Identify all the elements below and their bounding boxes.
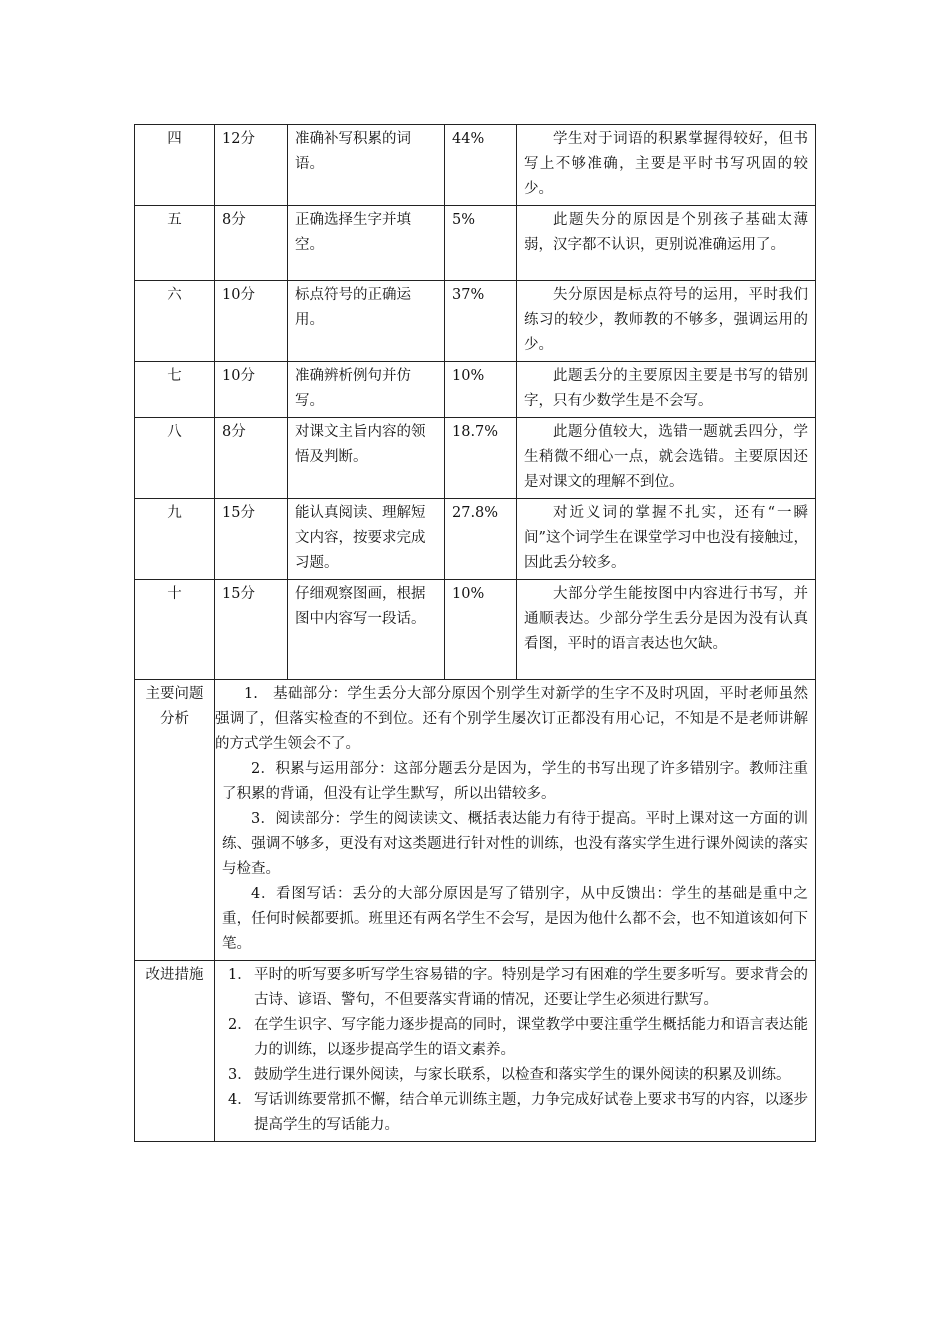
error-rate: 5%: [445, 206, 517, 281]
question-content: 对课文主旨内容的领悟及判断。: [288, 418, 445, 499]
table-row: [135, 206, 816, 281]
analysis-content: [215, 680, 816, 961]
table-row: [135, 281, 816, 362]
list-item: [222, 1013, 808, 1063]
list-item: [222, 963, 808, 1013]
loss-reason: 此题丢分的主要原因主要是书写的错别字，只有少数学生是不会写。: [517, 362, 816, 418]
item-text: 平时的听写要多听写学生容易错的字。特别是学习有困难的学生要多听写。要求背会的古诗、谚语、警句，不但要落实背诵的情况，还要让学生必须进行默写。: [254, 967, 808, 1008]
question-score: 10分: [215, 281, 288, 362]
question-content: 能认真阅读、理解短文内容，按要求完成习题。: [288, 499, 445, 580]
question-score: 15分: [215, 580, 288, 680]
question-content: 仔细观察图画，根据图中内容写一段话。: [288, 580, 445, 680]
question-content: 准确补写积累的词语。: [288, 125, 445, 206]
question-number: 六: [135, 281, 215, 362]
analysis-paragraph: 2．积累与运用部分：这部分题丢分是因为，学生的书写出现了许多错别字。教师注重了积累的背诵，但没有让学生默写，所以出错较多。: [222, 761, 808, 802]
loss-reason: 对近义词的掌握不扎实，还有“一瞬间”这个词学生在课堂学习中也没有接触过，因此丢分较多。: [517, 499, 816, 580]
item-number: 2．: [228, 1017, 252, 1033]
question-number: 四: [135, 125, 215, 206]
question-score: 15分: [215, 499, 288, 580]
list-item: [222, 1063, 808, 1088]
table-row: [135, 125, 816, 206]
question-score: 10分: [215, 362, 288, 418]
question-score: 8分: [215, 206, 288, 281]
item-number: 3．: [228, 1067, 252, 1083]
table-row: [135, 580, 816, 680]
measures-list: [222, 963, 808, 1138]
loss-reason: 学生对于词语的积累掌握得较好，但书写上不够准确，主要是平时书写巩固的较少。: [517, 125, 816, 206]
measures-label: 改进措施: [135, 961, 215, 1142]
analysis-label: 主要问题分析: [135, 680, 215, 961]
loss-reason: 此题分值较大，选错一题就丢四分，学生稍微不细心一点，就会选错。主要原因还是对课文的理解不到位。: [517, 418, 816, 499]
error-rate: 18.7%: [445, 418, 517, 499]
error-rate: 44%: [445, 125, 517, 206]
analysis-paragraph: 4．看图写话：丢分的大部分原因是写了错别字，从中反馈出：学生的基础是重中之重，任何时候都要抓。班里还有两名学生不会写，是因为他什么都不会，也不知道该如何下笔。: [222, 886, 808, 952]
item-number: 4．: [228, 1092, 252, 1108]
question-number: 八: [135, 418, 215, 499]
question-content: 正确选择生字并填空。: [288, 206, 445, 281]
question-number: 五: [135, 206, 215, 281]
table-row: [135, 418, 816, 499]
item-number: 1．: [228, 967, 252, 983]
question-number: 七: [135, 362, 215, 418]
question-number: 十: [135, 580, 215, 680]
measures-row: [135, 961, 816, 1142]
question-score: 12分: [215, 125, 288, 206]
item-text: 在学生识字、写字能力逐步提高的同时，课堂教学中要注重学生概括能力和语言表达能力的训练，以逐步提高学生的语文素养。: [254, 1017, 808, 1058]
error-rate: 27.8%: [445, 499, 517, 580]
question-score: 8分: [215, 418, 288, 499]
analysis-paragraph: 3．阅读部分：学生的阅读读文、概括表达能力有待于提高。平时上课对这一方面的训练、强调不够多，更没有对这类题进行针对性的训练，也没有落实学生进行课外阅读的落实与检查。: [222, 811, 808, 877]
loss-reason: 大部分学生能按图中内容进行书写，并通顺表达。少部分学生丢分是因为没有认真看图，平时的语言表达也欠缺。: [517, 580, 816, 680]
item-text: 鼓励学生进行课外阅读，与家长联系，以检查和落实学生的课外阅读的积累及训练。: [254, 1067, 791, 1083]
question-number: 九: [135, 499, 215, 580]
question-content: 准确辨析例句并仿写。: [288, 362, 445, 418]
analysis-paragraph: 1. 基础部分：学生丢分大部分原因个别学生对新学的生字不及时巩固，平时老师虽然强调了，但落实检查的不到位。还有个别学生屡次订正都没有用心记，不知是不是老师讲解的方式学生领会不了。: [215, 686, 808, 752]
question-content: 标点符号的正确运用。: [288, 281, 445, 362]
loss-reason: 此题失分的原因是个别孩子基础太薄弱，汉字都不认识，更别说准确运用了。: [517, 206, 816, 281]
error-rate: 37%: [445, 281, 517, 362]
table-row: [135, 499, 816, 580]
loss-reason: 失分原因是标点符号的运用，平时我们练习的较少，教师教的不够多，强调运用的少。: [517, 281, 816, 362]
measures-content: [215, 961, 816, 1142]
error-rate: 10%: [445, 580, 517, 680]
table-row: [135, 362, 816, 418]
analysis-table: [134, 124, 816, 1142]
analysis-row: [135, 680, 816, 961]
item-text: 写话训练要常抓不懈，结合单元训练主题，力争完成好试卷上要求书写的内容，以逐步提高学生的写话能力。: [254, 1092, 808, 1133]
list-item: [222, 1088, 808, 1138]
error-rate: 10%: [445, 362, 517, 418]
